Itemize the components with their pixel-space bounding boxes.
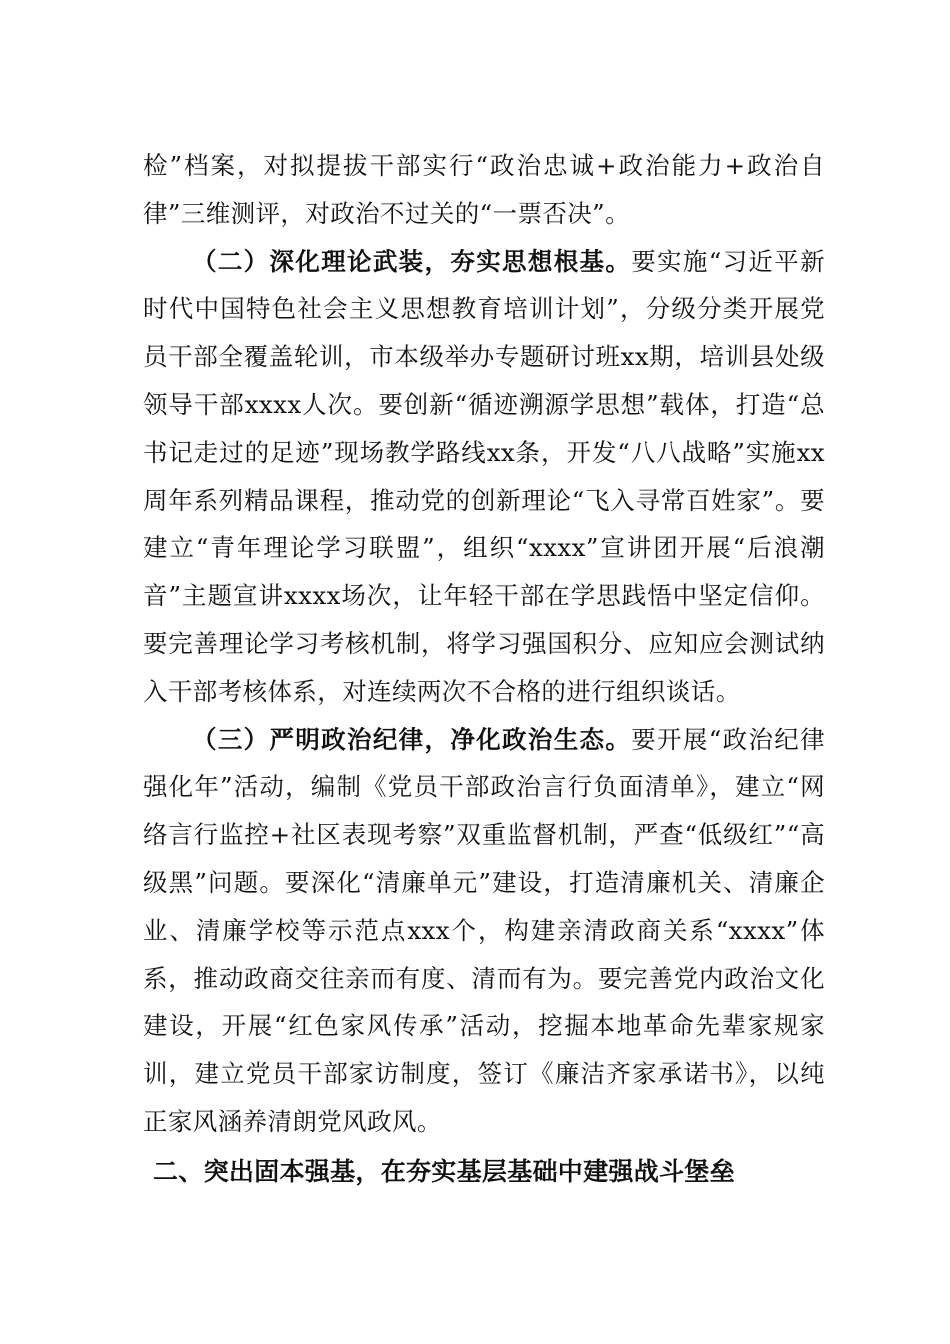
paragraph-lead: （三）严明政治纪律，净化政治生态。: [192, 724, 632, 754]
paragraph-theory-arming: [143, 238, 825, 716]
paragraph-political-discipline: [143, 716, 825, 1146]
paragraph-text: 要开展“政治纪律强化年”活动，编制《党员干部政治言行负面清单》，建立“网络言行监控+社区表现考察”双重监督机制，严查“低级红”“高级黑”问题。要深化“清廉单元”建设，打造清廉机关、清廉企业、清廉学校等示范点xxx个，构建亲清政商关系“xxxx”体系，推动政商交往亲而有度、清而有为。要完善党内政治文化建设，开展“红色家风传承”活动，挖掘本地革命先辈家规家训，建立党员干部家访制度，签订《廉洁齐家承诺书》，以纯正家风涵养清朗党风政风。: [143, 724, 825, 1136]
section-heading: 二、突出固本强基，在夯实基层基础中建强战斗堡垒: [153, 1156, 735, 1186]
paragraph-lead: （二）深化理论武装，夯实思想根基。: [192, 246, 632, 276]
paragraph-continuation: [143, 142, 825, 238]
paragraph-text: 要实施“习近平新时代中国特色社会主义思想教育培训计划”，分级分类开展党员干部全覆盖轮训，市本级举办专题研讨班xx期，培训县处级领导干部xxxx人次。要创新“循迹溯源学思想”载体，打造“总书记走过的足迹”现场教学路线xx条，开发“八八战略”实施xx周年系列精品课程，推动党的创新理论“飞入寻常百姓家”。要建立“青年理论学习联盟”，组织“xxxx”宣讲团开展“后浪潮音”主题宣讲xxxx场次，让年轻干部在学思践悟中坚定信仰。要完善理论学习考核机制，将学习强国积分、应知应会测试纳入干部考核体系，对连续两次不合格的进行组织谈话。: [143, 246, 825, 706]
document-body: [143, 142, 825, 1196]
paragraph-text: 检”档案，对拟提拔干部实行“政治忠诚+政治能力+政治自律”三维测评，对政治不过关的“一票否决”。: [143, 151, 825, 228]
